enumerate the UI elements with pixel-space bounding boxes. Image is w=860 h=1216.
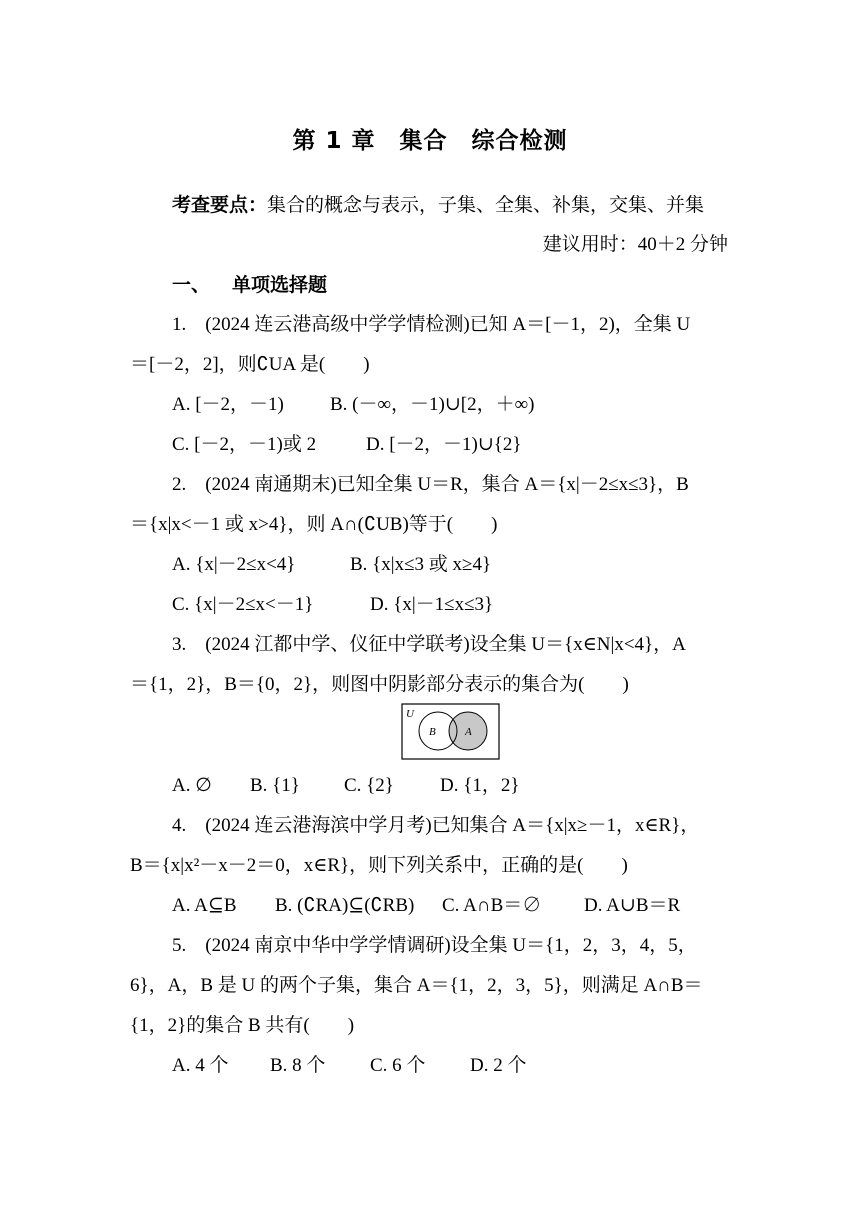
- question-5-option-b: B. 8 个: [270, 1055, 326, 1076]
- suggested-time: 建议用时：40＋2 分钟: [542, 234, 728, 255]
- question-1-option-c: C. [－2，－1)或 2: [172, 434, 317, 455]
- question-4-line-2: B＝{x|x²－x－2＝0，x∈R}，则下列关系中，正确的是( ): [130, 855, 628, 876]
- venn-label-a: A: [465, 726, 472, 738]
- section-heading: [172, 273, 327, 297]
- question-5-line-2: 6}，A，B 是 U 的两个子集，集合 A＝{1，2，3，5}，则满足 A∩B＝: [130, 975, 703, 996]
- page-title: 第 1 章 集合 综合检测: [292, 128, 568, 154]
- question-1-line-2: ＝[－2，2]，则∁UA 是( ): [130, 354, 370, 375]
- exam-points-text: 集合的概念与表示，子集、全集、补集，交集、并集: [267, 195, 705, 216]
- question-2-line-1: 2. (2024 南通期末)已知全集 U＝R，集合 A＝{x|－2≤x≤3}，B: [172, 474, 689, 495]
- question-5-option-c: C. 6 个: [370, 1055, 426, 1076]
- section-name: 单项选择题: [232, 274, 328, 296]
- question-5-line-1: 5. (2024 南京中华中学学情调研)设全集 U＝{1，2，3，4，5，: [172, 935, 697, 956]
- question-1-option-a: A. [－2，－1): [172, 394, 284, 415]
- question-5-option-a: A. 4 个: [172, 1055, 229, 1076]
- exam-points: [172, 193, 704, 218]
- question-4-option-a: A. A⊆B: [172, 895, 237, 916]
- question-4-option-c: C. A∩B＝∅: [442, 895, 542, 916]
- venn-label-u: U: [406, 708, 414, 720]
- question-2-option-c: C. {x|－2≤x<－1}: [172, 594, 314, 615]
- question-3-option-a: A. ∅: [172, 775, 212, 796]
- exam-points-label: 考查要点：: [172, 194, 268, 216]
- question-2-option-a: A. {x|－2≤x<4}: [172, 554, 296, 575]
- question-5-option-d: D. 2 个: [470, 1055, 527, 1076]
- question-3-option-d: D. {1，2}: [440, 775, 520, 796]
- question-3-option-c: C. {2}: [344, 775, 394, 796]
- question-3-line-2: ＝{1，2}，B＝{0，2}，则图中阴影部分表示的集合为( ): [130, 674, 629, 695]
- question-4-line-1: 4. (2024 连云港海滨中学月考)已知集合 A＝{x|x≥－1，x∈R}，: [172, 815, 700, 836]
- question-4-option-d: D. A∪B＝R: [584, 895, 681, 916]
- question-3-option-b: B. {1}: [250, 775, 300, 796]
- section-number: 一、: [172, 274, 211, 296]
- venn-diagram: [401, 703, 501, 761]
- question-2-option-d: D. {x|－1≤x≤3}: [370, 594, 494, 615]
- question-1-line-1: 1. (2024 连云港高级中学学情检测)已知 A＝[－1，2)，全集 U: [172, 314, 691, 335]
- question-3-line-1: 3. (2024 江都中学、仪征中学联考)设全集 U＝{x∈N|x<4}，A: [172, 634, 686, 655]
- question-4-option-b: B. (∁RA)⊆(∁RB): [275, 895, 415, 916]
- question-1-option-d: D. [－2，－1)∪{2}: [366, 434, 522, 455]
- question-2-line-2: ＝{x|x<－1 或 x>4}，则 A∩(∁UB)等于( ): [130, 514, 498, 535]
- venn-label-b: B: [429, 726, 436, 738]
- question-5-line-3: {1，2}的集合 B 共有( ): [130, 1015, 355, 1036]
- question-1-option-b: B. (－∞，－1)∪[2，＋∞): [330, 394, 535, 415]
- question-2-option-b: B. {x|x≤3 或 x≥4}: [350, 554, 492, 575]
